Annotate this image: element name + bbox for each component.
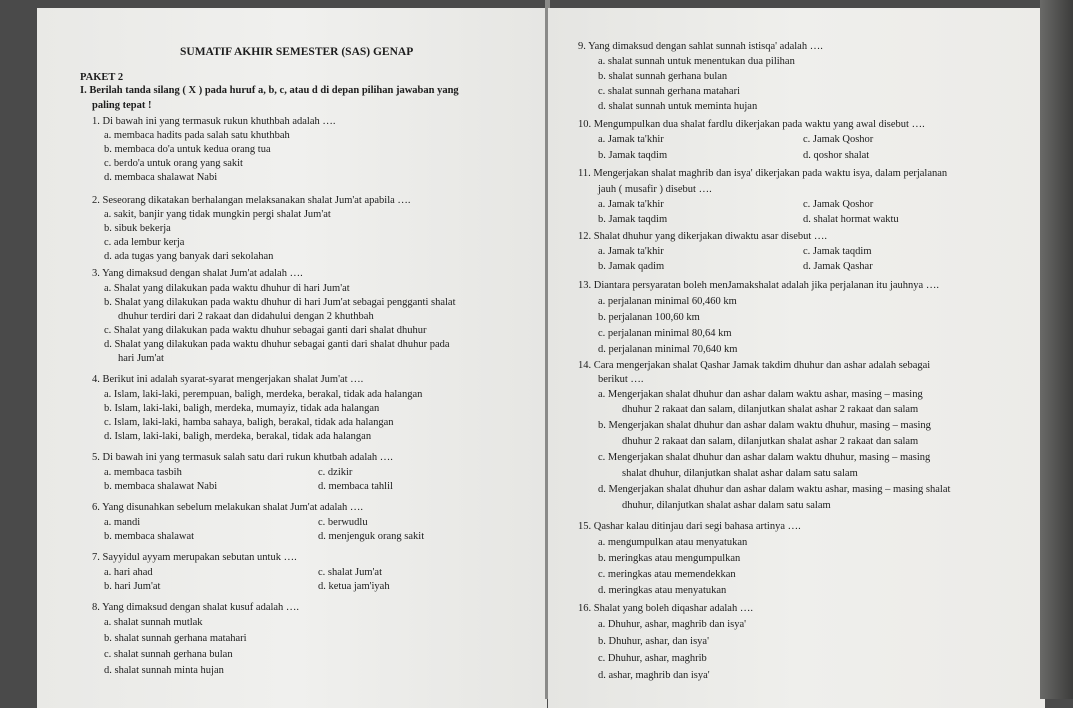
option-9c[interactable]: c. shalat sunnah gerhana matahari — [598, 86, 740, 97]
option-9b[interactable]: b. shalat sunnah gerhana bulan — [598, 71, 728, 82]
option-14d[interactable]: d. Mengerjakan shalat dhuhur dan ashar dalam waktu ashar, masing – masing shalat — [598, 484, 951, 495]
option-15b[interactable]: b. meringkas atau mengumpulkan — [598, 553, 741, 564]
option-12d[interactable]: d. Jamak Qashar — [803, 261, 873, 272]
question-7: 7. Sayyidul ayyam merupakan sebutan untuk …. — [92, 552, 297, 563]
option-1b[interactable]: b. membaca do'a untuk kedua orang tua — [104, 144, 271, 155]
option-5d[interactable]: d. membaca tahlil — [318, 481, 393, 492]
option-12b[interactable]: b. Jamak qadim — [598, 261, 665, 272]
page-title: SUMATIF AKHIR SEMESTER (SAS) GENAP — [180, 46, 414, 58]
question-2: 2. Seseorang dikatakan berhalangan melaksanakan shalat Jum'at apabila …. — [92, 195, 411, 206]
option-1d[interactable]: d. membaca shalawat Nabi — [104, 172, 218, 183]
question-8: 8. Yang dimaksud dengan shalat kusuf adalah …. — [92, 602, 300, 613]
question-11: 11. Mengerjakan shalat maghrib dan isya' dikerjakan pada waktu isya, dalam perjalanan — [578, 168, 948, 179]
question-11-cont: jauh ( musafir ) disebut …. — [598, 184, 712, 195]
option-11c[interactable]: c. Jamak Qoshor — [803, 199, 874, 210]
option-16d[interactable]: d. ashar, maghrib dan isya' — [598, 670, 710, 681]
question-12: 12. Shalat dhuhur yang dikerjakan diwaktu asar disebut …. — [578, 231, 828, 242]
option-5b[interactable]: b. membaca shalawat Nabi — [104, 481, 218, 492]
paket-label: PAKET 2 — [80, 72, 124, 83]
option-4c[interactable]: c. Islam, laki-laki, hamba sahaya, baligh, berakal, tidak ada halangan — [104, 417, 394, 428]
option-3b[interactable]: b. Shalat yang dilakukan pada waktu dhuhur di hari Jum'at sebagai pengganti shalat — [104, 297, 456, 308]
option-15a[interactable]: a. mengumpulkan atau menyatukan — [598, 537, 748, 548]
option-2d[interactable]: d. ada tugas yang banyak dari sekolahan — [104, 251, 274, 262]
option-2c[interactable]: c. ada lembur kerja — [104, 237, 185, 248]
option-11b[interactable]: b. Jamak taqdim — [598, 214, 668, 225]
question-5: 5. Di bawah ini yang termasuk salah satu dari rukun khutbah adalah …. — [92, 452, 393, 463]
option-10c[interactable]: c. Jamak Qoshor — [803, 134, 874, 145]
option-4a[interactable]: a. Islam, laki-laki, perempuan, baligh, merdeka, berakal, tidak ada halangan — [104, 389, 423, 400]
option-6a[interactable]: a. mandi — [104, 517, 141, 528]
option-4d[interactable]: d. Islam, laki-laki, baligh, merdeka, berakal, tidak ada halangan — [104, 431, 372, 442]
option-3d-cont: hari Jum'at — [118, 353, 164, 364]
option-14d-cont: dhuhur, dilanjutkan shalat ashar dalam satu salam — [622, 500, 831, 511]
question-15: 15. Qashar kalau ditinjau dari segi bahasa artinya …. — [578, 521, 801, 532]
option-6d[interactable]: d. menjenguk orang sakit — [318, 531, 425, 542]
option-14c[interactable]: c. Mengerjakan shalat dhuhur dan ashar dalam waktu dhuhur, masing – masing — [598, 452, 931, 463]
option-3b-cont: dhuhur terdiri dari 2 rakaat dan didahului dengan 2 khuthbah — [118, 311, 374, 322]
option-5c[interactable]: c. dzikir — [318, 467, 353, 478]
option-13d[interactable]: d. perjalanan minimal 70,640 km — [598, 344, 738, 355]
option-2a[interactable]: a. sakit, banjir yang tidak mungkin pergi shalat Jum'at — [104, 209, 331, 220]
question-1: 1. Di bawah ini yang termasuk rukun khuthbah adalah …. — [92, 116, 336, 127]
option-3d[interactable]: d. Shalat yang dilakukan pada waktu dhuhur sebagai ganti dari shalat dhuhur pada — [104, 339, 450, 350]
option-6b[interactable]: b. membaca shalawat — [104, 531, 195, 542]
question-16: 16. Shalat yang boleh diqashar adalah …. — [578, 603, 753, 614]
question-4: 4. Berikut ini adalah syarat-syarat mengerjakan shalat Jum'at …. — [92, 374, 364, 385]
option-13b[interactable]: b. perjalanan 100,60 km — [598, 312, 700, 323]
instruction-line-1: I. Berilah tanda silang ( X ) pada huruf a, b, c, atau d di depan pilihan jawaban yang — [80, 85, 459, 96]
option-16b[interactable]: b. Dhuhur, ashar, dan isya' — [598, 636, 709, 647]
option-8b[interactable]: b. shalat sunnah gerhana matahari — [104, 633, 247, 644]
instruction-line-2: paling tepat ! — [92, 100, 152, 111]
question-3: 3. Yang dimaksud dengan shalat Jum'at adalah …. — [92, 268, 303, 279]
option-15d[interactable]: d. meringkas atau menyatukan — [598, 585, 727, 596]
option-7a[interactable]: a. hari ahad — [104, 567, 153, 578]
option-8c[interactable]: c. shalat sunnah gerhana bulan — [104, 649, 233, 660]
option-7d[interactable]: d. ketua jam'iyah — [318, 581, 390, 592]
option-7c[interactable]: c. shalat Jum'at — [318, 567, 382, 578]
option-10b[interactable]: b. Jamak taqdim — [598, 150, 668, 161]
option-8d[interactable]: d. shalat sunnah minta hujan — [104, 665, 224, 676]
question-13: 13. Diantara persyaratan boleh menJamakshalat adalah jika perjalanan itu jauhnya …. — [578, 280, 939, 291]
option-10d[interactable]: d. qoshor shalat — [803, 150, 870, 161]
option-1a[interactable]: a. membaca hadits pada salah satu khuthbah — [104, 130, 290, 141]
option-11a[interactable]: a. Jamak ta'khir — [598, 199, 664, 210]
option-12a[interactable]: a. Jamak ta'khir — [598, 246, 664, 257]
option-14b[interactable]: b. Mengerjakan shalat dhuhur dan ashar dalam waktu dhuhur, masing – masing — [598, 420, 931, 431]
option-11d[interactable]: d. shalat hormat waktu — [803, 214, 899, 225]
option-4b[interactable]: b. Islam, laki-laki, baligh, merdeka, mumayiz, tidak ada halangan — [104, 403, 380, 414]
option-16a[interactable]: a. Dhuhur, ashar, maghrib dan isya' — [598, 619, 747, 630]
question-10: 10. Mengumpulkan dua shalat fardlu dikerjakan pada waktu yang awal disebut …. — [578, 119, 925, 130]
option-12c[interactable]: c. Jamak taqdim — [803, 246, 872, 257]
question-14-cont: berikut …. — [598, 374, 644, 385]
option-14c-cont: shalat dhuhur, dilanjutkan shalat ashar dalam satu salam — [622, 468, 858, 479]
option-15c[interactable]: c. meringkas atau memendekkan — [598, 569, 736, 580]
option-5a[interactable]: a. membaca tasbih — [104, 467, 182, 478]
option-9d[interactable]: d. shalat sunnah untuk meminta hujan — [598, 101, 758, 112]
question-6: 6. Yang disunahkan sebelum melakukan shalat Jum'at adalah …. — [92, 502, 364, 513]
option-2b[interactable]: b. sibuk bekerja — [104, 223, 171, 234]
option-14a-cont: dhuhur 2 rakaat dan salam, dilanjutkan shalat ashar 2 rakaat dan salam — [622, 404, 919, 415]
option-13c[interactable]: c. perjalanan minimal 80,64 km — [598, 328, 732, 339]
option-8a[interactable]: a. shalat sunnah mutlak — [104, 617, 203, 628]
question-9: 9. Yang dimaksud dengan sahlat sunnah istisqa' adalah …. — [578, 41, 823, 52]
option-6c[interactable]: c. berwudlu — [318, 517, 368, 528]
option-16c[interactable]: c. Dhuhur, ashar, maghrib — [598, 653, 707, 664]
option-3c[interactable]: c. Shalat yang dilakukan pada waktu dhuhur sebagai ganti dari shalat dhuhur — [104, 325, 427, 336]
option-1c[interactable]: c. berdo'a untuk orang yang sakit — [104, 158, 243, 169]
option-9a[interactable]: a. shalat sunnah untuk menentukan dua pilihan — [598, 56, 795, 67]
option-7b[interactable]: b. hari Jum'at — [104, 581, 161, 592]
question-14: 14. Cara mengerjakan shalat Qashar Jamak takdim dhuhur dan ashar adalah sebagai — [578, 360, 931, 371]
background-edge — [1040, 0, 1073, 699]
option-3a[interactable]: a. Shalat yang dilakukan pada waktu dhuhur di hari Jum'at — [104, 283, 350, 294]
option-10a[interactable]: a. Jamak ta'khir — [598, 134, 664, 145]
option-14a[interactable]: a. Mengerjakan shalat dhuhur dan ashar dalam waktu ashar, masing – masing — [598, 389, 923, 400]
option-14b-cont: dhuhur 2 rakaat dan salam, dilanjutkan shalat ashar 2 rakaat dan salam — [622, 436, 919, 447]
option-13a[interactable]: a. perjalanan minimal 60,460 km — [598, 296, 737, 307]
